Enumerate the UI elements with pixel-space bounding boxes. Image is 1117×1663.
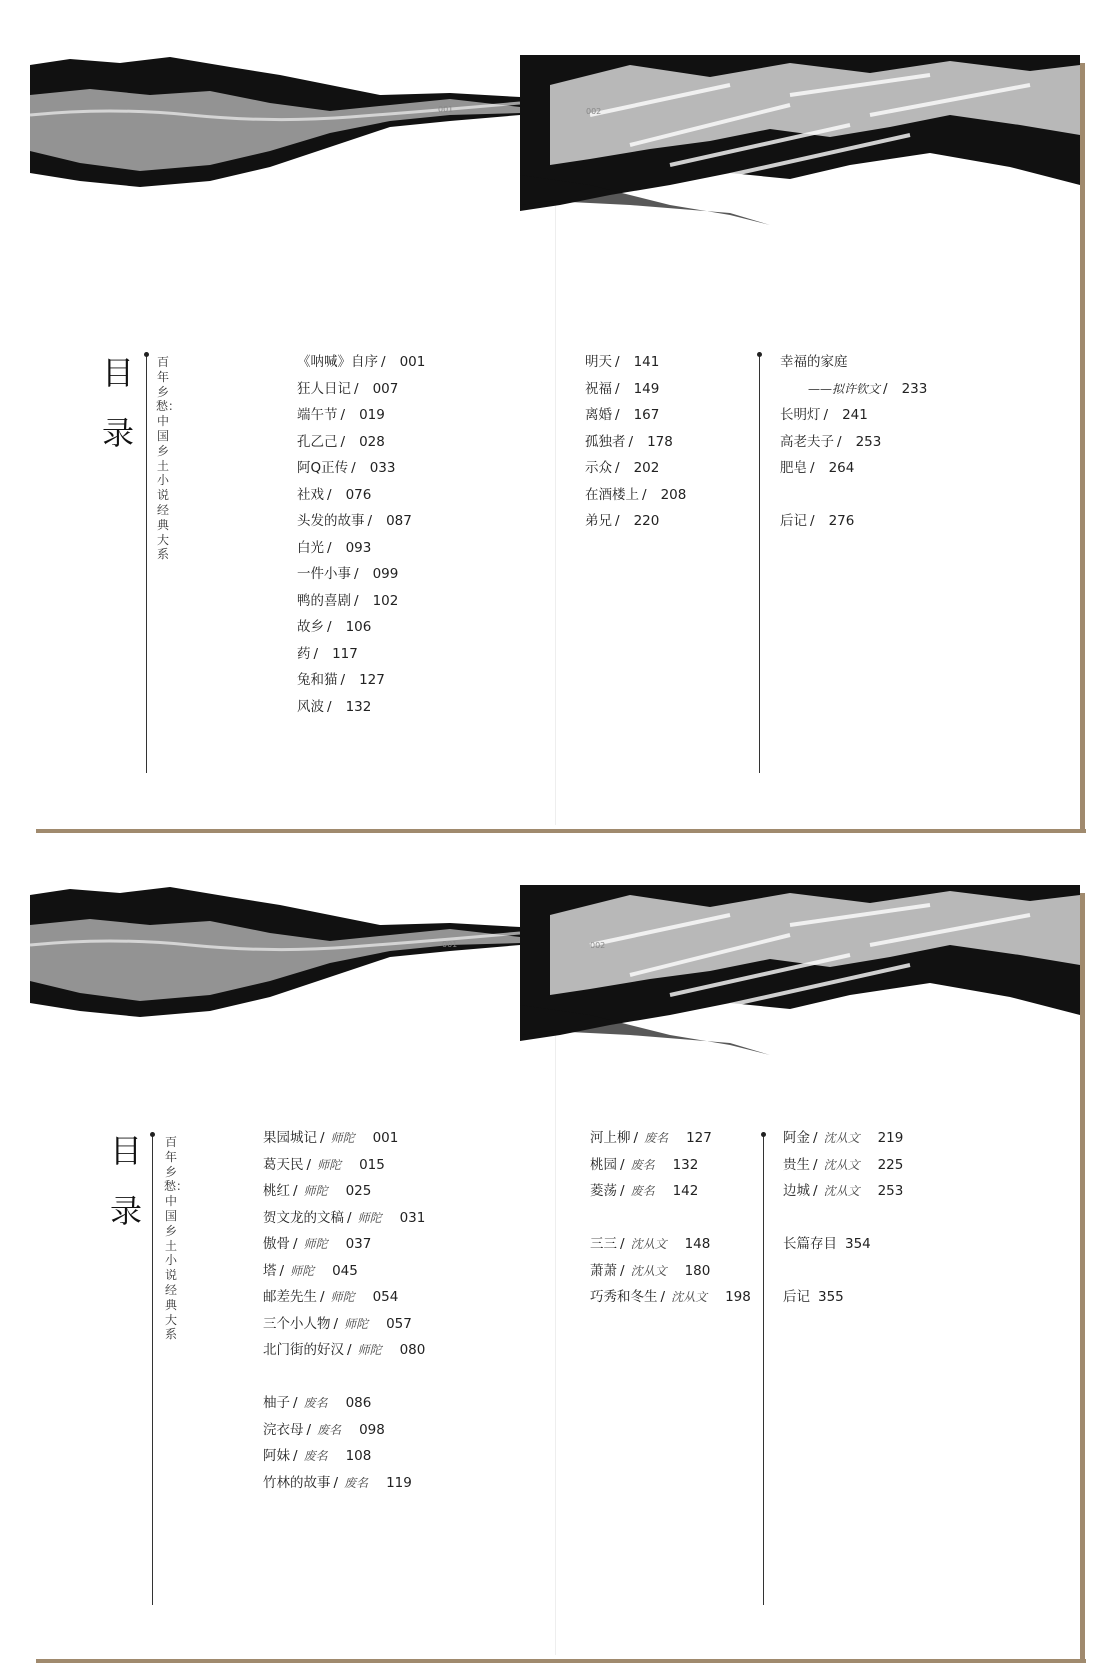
toc-entry[interactable] — [590, 1231, 751, 1258]
toc-entry[interactable] — [783, 1125, 903, 1152]
divider-line-left — [146, 355, 147, 773]
toc-entry[interactable] — [585, 349, 686, 376]
entry-page-number: 264 — [828, 460, 855, 476]
toc-entry[interactable] — [780, 508, 927, 535]
toc-entry[interactable] — [590, 1258, 751, 1285]
entry-page-number: 099 — [372, 566, 399, 582]
separator: / — [347, 1209, 352, 1226]
toc-entry[interactable] — [263, 1311, 425, 1338]
toc-heading: 目录 — [109, 1132, 142, 1230]
entry-author: 师陀 — [303, 1237, 328, 1251]
separator: / — [810, 460, 815, 476]
separator: / — [628, 433, 634, 450]
entry-page-number: 025 — [345, 1183, 372, 1199]
separator: / — [813, 1156, 818, 1173]
entry-title: 长篇存目 — [783, 1236, 837, 1252]
toc-entry[interactable] — [263, 1258, 425, 1285]
entry-page-number: 031 — [399, 1209, 426, 1226]
entry-author: 师陀 — [330, 1131, 355, 1145]
entry-author: 沈从文 — [671, 1290, 708, 1304]
toc-entry[interactable] — [783, 1284, 903, 1311]
entry-page-number: 054 — [372, 1289, 399, 1305]
frame-shadow-bottom — [36, 829, 1086, 833]
toc-entry[interactable] — [590, 1178, 751, 1205]
toc-entry[interactable] — [263, 1152, 425, 1179]
entry-author: 沈从文 — [823, 1131, 860, 1145]
separator: / — [837, 433, 842, 450]
entry-author: 师陀 — [357, 1343, 382, 1357]
entry-author: 沈从文 — [630, 1263, 667, 1278]
separator: / — [293, 1236, 298, 1252]
entry-page-number: 141 — [633, 354, 660, 370]
toc-entry[interactable] — [585, 455, 686, 482]
separator: / — [813, 1130, 818, 1146]
entry-page-number: 001 — [399, 354, 426, 370]
toc-entry[interactable] — [780, 429, 927, 456]
separator: / — [333, 1315, 339, 1332]
toc-heading: 目录 — [101, 354, 134, 452]
toc-entry[interactable] — [263, 1205, 425, 1232]
entry-title: 孔乙己 — [297, 433, 338, 450]
separator: / — [660, 1289, 666, 1305]
separator: / — [327, 619, 332, 635]
entry-page-number: 007 — [372, 380, 399, 397]
toc-entry[interactable] — [263, 1443, 425, 1470]
entry-title: 桃园 — [590, 1156, 617, 1173]
entry-title: 幸福的家庭 — [780, 354, 848, 370]
entry-page-number: 178 — [647, 433, 673, 450]
entry-author: 师陀 — [344, 1316, 369, 1331]
entry-page-number: 202 — [633, 460, 660, 476]
entry-page-number: 220 — [633, 513, 660, 529]
entry-page-number: 198 — [725, 1289, 751, 1305]
separator: / — [340, 672, 346, 688]
entry-page-number: 127 — [359, 672, 385, 688]
entry-title: 后记 — [780, 513, 807, 529]
entry-page-number: 180 — [684, 1262, 711, 1279]
entry-title: 社戏 — [297, 486, 324, 503]
separator: / — [620, 1262, 625, 1279]
divider-line-left — [152, 1135, 153, 1605]
entry-title: 药 — [297, 645, 311, 662]
separator: / — [293, 1448, 298, 1464]
separator: / — [320, 1289, 325, 1305]
entry-title: 白光 — [297, 539, 324, 556]
separator: / — [306, 1156, 312, 1173]
entry-page-number: 087 — [386, 513, 412, 529]
entry-title: ——拟许钦文 — [808, 381, 881, 396]
entry-page-number: 355 — [818, 1289, 844, 1305]
entry-title: 贵生 — [783, 1156, 810, 1173]
separator: / — [620, 1183, 625, 1199]
entry-page-number: 149 — [633, 380, 660, 397]
separator: / — [615, 460, 620, 476]
entry-title: 贺文龙的文稿 — [263, 1209, 344, 1226]
toc-column-1 — [263, 1125, 425, 1496]
entry-title: 风波 — [297, 698, 324, 715]
entry-title: 弟兄 — [585, 513, 612, 529]
separator: / — [293, 1395, 298, 1411]
entry-title: 塔 — [263, 1262, 277, 1279]
entry-page-number: 167 — [633, 407, 660, 423]
entry-title: 一件小事 — [297, 566, 351, 582]
entry-author: 师陀 — [290, 1263, 315, 1278]
toc-column-3 — [783, 1125, 903, 1311]
entry-title: 端午节 — [297, 407, 338, 423]
entry-page-number: 233 — [901, 380, 928, 397]
entry-title: 离婚 — [585, 407, 612, 423]
toc-entry[interactable] — [780, 455, 927, 482]
separator: / — [327, 698, 332, 715]
entry-author: 废名 — [303, 1396, 328, 1410]
series-title: 百年乡愁：中国乡土小说经典大系 — [164, 1135, 189, 1342]
entry-page-number: 253 — [877, 1183, 904, 1199]
entry-author: 师陀 — [303, 1184, 328, 1198]
entry-author: 废名 — [303, 1449, 328, 1463]
entry-page-number: 102 — [372, 592, 399, 609]
entry-page-number: 117 — [332, 645, 358, 662]
page-mark-left: 001 — [438, 105, 454, 114]
entry-title: 邮差先生 — [263, 1289, 317, 1305]
entry-title: 肥皂 — [780, 460, 807, 476]
entry-title: 菱荡 — [590, 1183, 617, 1199]
toc-entry[interactable] — [590, 1152, 751, 1179]
spacer — [783, 1258, 903, 1285]
toc-column-3 — [780, 349, 927, 535]
separator: / — [615, 354, 620, 370]
entry-author: 沈从文 — [630, 1237, 667, 1251]
toc-entry[interactable] — [263, 1231, 425, 1258]
entry-page-number: 033 — [369, 460, 396, 476]
separator: / — [615, 513, 620, 529]
separator: / — [351, 460, 356, 476]
toc-entry[interactable] — [585, 376, 686, 403]
toc-entry[interactable] — [783, 1178, 903, 1205]
toc-entry[interactable] — [297, 588, 425, 615]
divider-line-right — [759, 355, 760, 773]
entry-author: 师陀 — [330, 1290, 355, 1304]
separator: / — [354, 380, 359, 397]
entry-title: 阿妹 — [263, 1448, 290, 1464]
entry-title: 萧萧 — [590, 1262, 617, 1279]
entry-title: 竹林的故事 — [263, 1474, 331, 1491]
toc-entry[interactable] — [585, 482, 686, 509]
entry-page-number: 127 — [686, 1130, 712, 1146]
ink-landscape-illustration — [30, 885, 1080, 1065]
entry-title: 故乡 — [297, 619, 324, 635]
entry-title: 长明灯 — [780, 407, 821, 423]
toc-entry[interactable] — [590, 1125, 751, 1152]
separator: / — [340, 407, 346, 423]
entry-page-number: 132 — [672, 1156, 699, 1173]
entry-author: 废名 — [630, 1157, 655, 1172]
spacer — [780, 482, 927, 509]
toc-entry[interactable] — [297, 349, 425, 376]
toc-entry[interactable] — [297, 376, 425, 403]
separator: / — [354, 566, 359, 582]
toc-entry[interactable] — [263, 1470, 425, 1497]
entry-title: 祝福 — [585, 380, 612, 397]
separator: / — [615, 407, 620, 423]
toc-entry[interactable] — [297, 641, 425, 668]
separator: / — [327, 486, 332, 503]
separator: / — [633, 1130, 639, 1146]
toc-entry[interactable] — [297, 402, 425, 429]
toc-entry[interactable] — [263, 1417, 425, 1444]
toc-entry[interactable] — [780, 349, 927, 376]
toc-entry[interactable] — [297, 561, 425, 588]
entry-title: 高老夫子 — [780, 433, 834, 450]
toc-entry[interactable] — [585, 508, 686, 535]
entry-title: 傲骨 — [263, 1236, 290, 1252]
entry-author: 废名 — [644, 1131, 669, 1145]
entry-title: 在酒楼上 — [585, 486, 639, 503]
toc-entry[interactable] — [263, 1337, 425, 1364]
entry-title: 柚子 — [263, 1395, 290, 1411]
separator: / — [279, 1262, 285, 1279]
separator: / — [883, 380, 888, 397]
separator: / — [620, 1156, 625, 1173]
entry-page-number: 119 — [386, 1474, 412, 1491]
separator: / — [810, 513, 815, 529]
entry-title: 阿Q正传 — [297, 460, 349, 476]
entry-page-number: 225 — [877, 1156, 904, 1173]
entry-title: 河上柳 — [590, 1130, 631, 1146]
entry-page-number: 080 — [399, 1342, 426, 1358]
separator: / — [306, 1421, 312, 1438]
separator: / — [813, 1183, 818, 1199]
separator: / — [313, 645, 319, 662]
entry-page-number: 106 — [345, 619, 372, 635]
separator: / — [615, 380, 620, 397]
entry-title: 鸭的喜剧 — [297, 592, 351, 609]
divider-line-right — [763, 1135, 764, 1605]
entry-page-number: 045 — [332, 1262, 358, 1279]
entry-author: 沈从文 — [823, 1157, 860, 1172]
toc-column-2 — [585, 349, 686, 535]
entry-title: 三三 — [590, 1236, 617, 1252]
entry-title: 兔和猫 — [297, 672, 338, 688]
entry-page-number: 086 — [345, 1395, 372, 1411]
entry-page-number: 208 — [660, 486, 687, 503]
entry-title: 后记 — [783, 1289, 810, 1305]
entry-title: 三个小人物 — [263, 1315, 331, 1332]
spacer — [263, 1364, 425, 1391]
entry-title: 葛天民 — [263, 1156, 304, 1173]
entry-title: 浣衣母 — [263, 1421, 304, 1438]
toc-entry[interactable] — [783, 1152, 903, 1179]
entry-title: 果园城记 — [263, 1130, 317, 1146]
entry-title: 明天 — [585, 354, 612, 370]
entry-title: 头发的故事 — [297, 513, 365, 529]
toc-entry[interactable] — [783, 1231, 903, 1258]
separator: / — [354, 592, 359, 609]
ink-landscape-illustration — [30, 55, 1080, 235]
toc-entry[interactable] — [297, 535, 425, 562]
entry-title: 巧秀和冬生 — [590, 1289, 658, 1305]
entry-title: 桃红 — [263, 1183, 290, 1199]
entry-author: 废名 — [317, 1422, 342, 1437]
frame-shadow-right — [1080, 63, 1085, 833]
entry-page-number: 219 — [877, 1130, 904, 1146]
entry-page-number: 057 — [386, 1315, 412, 1332]
toc-entry[interactable] — [297, 508, 425, 535]
entry-author: 沈从文 — [823, 1184, 860, 1198]
separator: / — [333, 1474, 339, 1491]
separator: / — [327, 539, 332, 556]
toc-spread-1 — [30, 55, 1080, 825]
entry-title: 阿金 — [783, 1130, 810, 1146]
entry-title: 示众 — [585, 460, 612, 476]
separator: / — [381, 354, 386, 370]
page-mark-left: 001 — [442, 940, 458, 949]
frame-shadow-right — [1080, 893, 1085, 1663]
toc-entry[interactable] — [585, 429, 686, 456]
entry-page-number: 015 — [359, 1156, 385, 1173]
separator: / — [620, 1236, 625, 1252]
separator: / — [320, 1130, 325, 1146]
entry-page-number: 276 — [828, 513, 855, 529]
page-mark-right: 002 — [586, 107, 602, 116]
separator: / — [340, 433, 346, 450]
toc-entry[interactable] — [297, 614, 425, 641]
toc-entry[interactable] — [297, 482, 425, 509]
entry-page-number: 354 — [845, 1236, 871, 1252]
entry-page-number: 108 — [345, 1448, 372, 1464]
entry-title: 边城 — [783, 1183, 810, 1199]
entry-author: 废名 — [344, 1475, 369, 1490]
toc-entry[interactable] — [780, 376, 927, 403]
separator: / — [347, 1342, 352, 1358]
separator: / — [642, 486, 647, 503]
entry-title: 狂人日记 — [297, 380, 351, 397]
separator: / — [293, 1183, 298, 1199]
toc-entry[interactable] — [585, 402, 686, 429]
entry-page-number: 001 — [372, 1130, 399, 1146]
entry-page-number: 132 — [345, 698, 372, 715]
entry-page-number: 076 — [345, 486, 372, 503]
entry-author: 废名 — [630, 1184, 655, 1198]
toc-column-1 — [297, 349, 425, 720]
entry-title: 《呐喊》自序 — [297, 354, 378, 370]
separator: / — [823, 407, 829, 423]
toc-entry[interactable] — [263, 1125, 425, 1152]
spacer — [590, 1205, 751, 1232]
toc-entry[interactable] — [297, 694, 425, 721]
entry-page-number: 037 — [345, 1236, 372, 1252]
page-mark-right: 002 — [590, 941, 606, 950]
series-title: 百年乡愁：中国乡土小说经典大系 — [156, 355, 181, 562]
entry-page-number: 241 — [842, 407, 868, 423]
separator: / — [367, 513, 373, 529]
toc-entry[interactable] — [263, 1390, 425, 1417]
entry-title: 北门街的好汉 — [263, 1342, 344, 1358]
entry-page-number: 142 — [672, 1183, 699, 1199]
toc-entry[interactable] — [297, 429, 425, 456]
entry-author: 师陀 — [357, 1210, 382, 1225]
entry-page-number: 253 — [855, 433, 882, 450]
entry-page-number: 148 — [684, 1236, 711, 1252]
toc-entry[interactable] — [263, 1178, 425, 1205]
toc-spread-2 — [30, 885, 1080, 1655]
toc-entry[interactable] — [780, 402, 927, 429]
toc-entry[interactable] — [263, 1284, 425, 1311]
toc-entry[interactable] — [297, 455, 425, 482]
entry-page-number: 098 — [359, 1421, 385, 1438]
entry-title: 孤独者 — [585, 433, 626, 450]
spacer — [783, 1205, 903, 1232]
toc-entry[interactable] — [297, 667, 425, 694]
entry-author: 师陀 — [317, 1157, 342, 1172]
entry-page-number: 019 — [359, 407, 385, 423]
frame-shadow-bottom — [36, 1659, 1086, 1663]
entry-page-number: 028 — [359, 433, 385, 450]
toc-column-2 — [590, 1125, 751, 1311]
toc-entry[interactable] — [590, 1284, 751, 1311]
entry-page-number: 093 — [345, 539, 372, 556]
